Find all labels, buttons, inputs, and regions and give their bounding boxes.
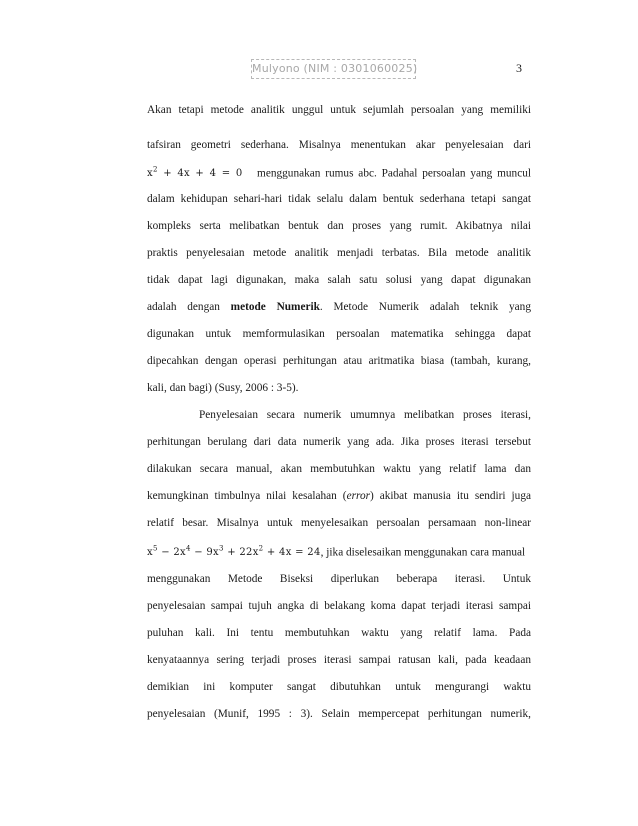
body-line: penyelesaian sampai tujuh angka di belakang koma dapat terjadi iterasi sampai — [147, 600, 531, 612]
body-text: menggunakan rumus abc. Padahal persoalan yang muncul — [257, 167, 531, 180]
body-line — [147, 490, 531, 506]
body-line: tafsiran geometri sederhana. Misalnya menentukan akar penyelesaian dari — [147, 139, 531, 151]
page-number: 3 — [516, 61, 522, 75]
body-line — [147, 166, 531, 182]
body-line: dipecahkan dengan operasi perhitungan atau aritmatika biasa (tambah, kurang, — [147, 355, 531, 367]
math-exponent: 2 — [258, 545, 264, 553]
math-exponent: 3 — [218, 545, 224, 553]
body-line: praktis penyelesaian metode analitik menjadi terbatas. Bila metode analitik — [147, 247, 531, 259]
body-line: digunakan untuk memformulasikan persoalan matematika sehingga dapat — [147, 328, 531, 340]
bold-term: metode Numerik — [230, 301, 320, 313]
body-line: perhitungan berulang dari data numerik yang ada. Jika proses iterasi tersebut — [147, 436, 531, 448]
math-exponent: 2 — [152, 166, 158, 174]
body-text: , jika diselesaikan menggunakan cara manual — [320, 546, 526, 559]
body-line: relatif besar. Misalnya untuk menyelesaikan persoalan persamaan non-linear — [147, 517, 531, 529]
body-line: kompleks serta melibatkan bentuk dan proses yang rumit. Akibatnya nilai — [147, 220, 531, 232]
header-author: Mulyono (NIM : 0301060025) — [251, 59, 416, 79]
math-term: − 9x — [190, 547, 219, 559]
body-line: dilakukan secara manual, akan membutuhkan waktu yang relatif lama dan — [147, 463, 531, 475]
body-line — [147, 545, 531, 561]
body-line: kenyataannya sering terjadi proses iterasi sampai ratusan kali, pada keadaan — [147, 654, 531, 666]
math-term: x — [147, 168, 153, 180]
body-line: menggunakan Metode Biseksi diperlukan beberapa iterasi. Untuk — [147, 573, 531, 585]
math-term: + 22x — [223, 547, 259, 559]
body-line: tidak dapat lagi digunakan, maka salah satu solusi yang dapat digunakan — [147, 274, 531, 286]
body-line: dalam kehidupan sehari-hari tidak selalu dalam bentuk sederhana tetapi sangat — [147, 193, 531, 205]
body-text: kemungkinan timbulnya nilai kesalahan ( — [147, 490, 347, 502]
body-text: ) akibat manusia itu sendiri juga — [370, 490, 531, 502]
math-term: x — [147, 547, 153, 559]
quadratic-equation — [147, 168, 243, 179]
body-text: adalah dengan — [147, 301, 231, 313]
math-exponent: 4 — [185, 545, 191, 553]
body-line: kali, dan bagi) (Susy, 2006 : 3-5). — [147, 382, 299, 394]
polynomial-equation — [147, 547, 321, 558]
body-line: puluhan kali. Ini tentu membutuhkan waktu yang relatif lama. Pada — [147, 627, 531, 639]
paragraph-start-line: Penyelesaian secara numerik umumnya melibatkan proses iterasi, — [199, 409, 531, 421]
math-term: + 4x = 24 — [263, 547, 321, 559]
body-text: . Metode Numerik adalah teknik yang — [319, 301, 531, 313]
body-line: Akan tetapi metode analitik unggul untuk sejumlah persoalan yang memiliki — [147, 104, 531, 116]
math-exponent: 5 — [152, 545, 158, 553]
body-line: penyelesaian (Munif, 1995 : 3). Selain mempercepat perhitungan numerik, — [147, 708, 531, 720]
italic-term: error — [346, 490, 370, 502]
math-term: − 2x — [157, 547, 186, 559]
body-line: demikian ini komputer sangat dibutuhkan untuk mengurangi waktu — [147, 681, 531, 693]
math-term: + 4x + 4 = 0 — [157, 168, 243, 180]
body-line — [147, 301, 531, 317]
